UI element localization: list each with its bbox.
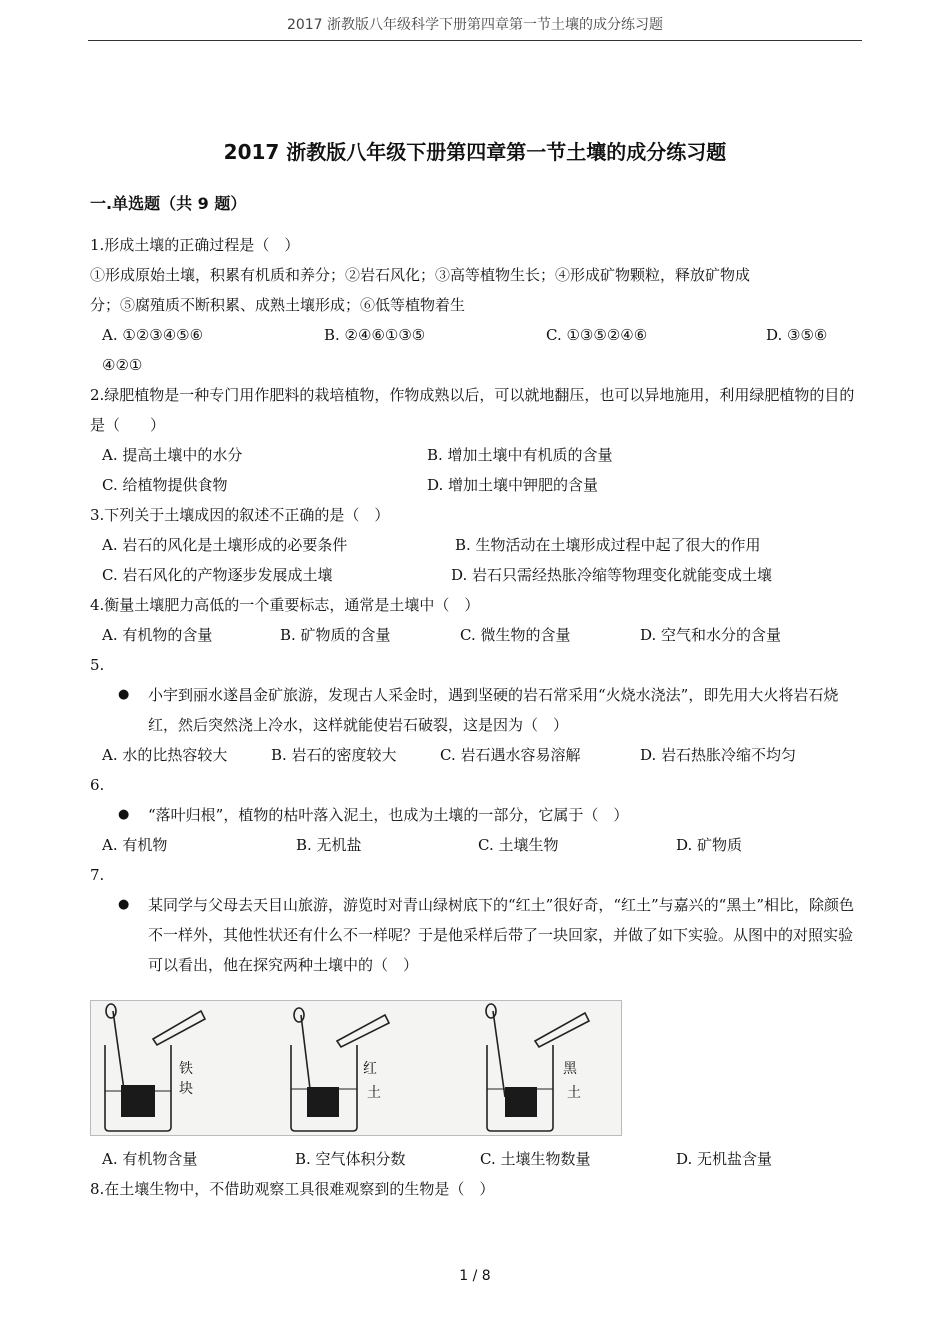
bullet-icon: ● [118,687,130,702]
question-5-option-a[interactable]: A. 水的比热容较大 [102,746,228,764]
bullet-icon: ● [118,897,130,912]
question-6-option-b[interactable]: B. 无机盐 [296,836,362,854]
question-3-options-row-1 [90,530,862,560]
question-list [90,230,862,1204]
question-7-options [90,1144,862,1174]
question-1-option-c[interactable]: C. ①③⑤②④⑥ [546,326,648,344]
question-3-stem: 3.下列关于土壤成因的叙述不正确的是（ ） [90,506,390,524]
question-7-option-d[interactable]: D. 无机盐含量 [676,1150,773,1168]
stirring-spoon-3 [493,1011,505,1097]
figure-label-iron-block-2: 块 [179,1081,193,1097]
question-2-options-row-2 [90,470,862,500]
figure-label-red-soil-2: 土 [367,1085,381,1101]
question-5-option-b[interactable]: B. 岩石的密度较大 [271,746,397,764]
document-title: 2017 浙教版八年级下册第四章第一节土壤的成分练习题 [223,140,727,164]
question-1-option-d[interactable]: D. ③⑤⑥ [766,326,828,344]
question-3-option-d[interactable]: D. 岩石只需经热胀冷缩等物理变化就能变成土壤 [451,566,773,584]
question-5-stem: 小宇到丽水遂昌金矿旅游，发现古人采金时，遇到坚硬的岩石常采用“火烧水浇法”，即先用大火将岩石烧红，然后突然浇上冷水，这样就能使岩石破裂，这是因为（ ） [148,686,839,734]
question-1-stem-line-2: ①形成原始土壤，积累有机质和养分；②岩石风化；③高等植物生长；④形成矿物颗粒，释放矿物成 [90,266,751,284]
figure-label-iron-block-1: 铁 [179,1061,193,1077]
question-1-option-d-continued: ④②① [102,356,143,374]
question-5-option-d[interactable]: D. 岩石热胀冷缩不均匀 [640,746,797,764]
stirring-spoon-1 [113,1011,125,1097]
section-heading: 一.单选题（共 9 题） [90,194,247,213]
running-header: 2017 浙教版八年级科学下册第四章第一节土壤的成分练习题 [286,17,664,33]
question-3-options-row-2 [90,560,862,590]
question-5-number: 5. [90,656,105,674]
test-tube-1 [153,1011,205,1045]
question-4-option-a[interactable]: A. 有机物的含量 [102,626,213,644]
question-8-stem: 8.在土壤生物中，不借助观察工具很难观察到的生物是（ ） [90,1180,495,1198]
bullet-icon: ● [118,807,130,822]
question-3-option-a[interactable]: A. 岩石的风化是土壤形成的必要条件 [102,536,348,554]
question-6-option-a[interactable]: A. 有机物 [102,836,168,854]
question-6-item [90,800,862,830]
question-6-option-c[interactable]: C. 土壤生物 [478,836,559,854]
header-rule [88,40,862,41]
question-7-option-b[interactable]: B. 空气体积分数 [295,1150,406,1168]
experiment-figure [90,1000,622,1136]
question-4-options [90,620,862,650]
question-6-number: 6. [90,776,105,794]
question-2-option-c[interactable]: C. 给植物提供食物 [102,476,228,494]
figure-label-red-soil-1: 红 [363,1061,377,1077]
question-7-option-a[interactable]: A. 有机物含量 [102,1150,198,1168]
question-1-option-a[interactable]: A. ①②③④⑤⑥ [102,326,204,344]
question-4-stem: 4.衡量土壤肥力高低的一个重要标志，通常是土壤中（ ） [90,596,480,614]
iron-block [121,1085,155,1117]
question-2-options-row-1 [90,440,862,470]
question-5-item [90,680,862,740]
question-6-options [90,830,862,860]
test-tube-2 [337,1015,389,1047]
question-1-stem: 1.形成土壤的正确过程是（ ） [90,236,300,254]
question-2-option-a[interactable]: A. 提高土壤中的水分 [102,446,243,464]
test-tube-3 [535,1013,589,1047]
figure-label-black-soil-2: 土 [567,1085,581,1101]
question-5-options [90,740,862,770]
question-7-item [90,890,862,980]
question-1-options [90,320,862,350]
question-6-option-d[interactable]: D. 矿物质 [676,836,743,854]
question-4-option-b[interactable]: B. 矿物质的含量 [280,626,391,644]
question-4-option-c[interactable]: C. 微生物的含量 [460,626,571,644]
question-6-stem: “落叶归根”，植物的枯叶落入泥土，也成为土壤的一部分，它属于（ ） [148,806,629,824]
question-2-stem: 2.绿肥植物是一种专门用作肥料的栽培植物，作物成熟以后，可以就地翻压，也可以异地施用，利用绿肥植物的目的是（ ） [90,386,855,434]
question-7-option-c[interactable]: C. 土壤生物数量 [480,1150,591,1168]
question-2-option-b[interactable]: B. 增加土壤中有机质的含量 [427,446,613,464]
question-4-option-d[interactable]: D. 空气和水分的含量 [640,626,782,644]
question-3-option-b[interactable]: B. 生物活动在土壤形成过程中起了很大的作用 [455,536,761,554]
page-number: 1 / 8 [459,1268,491,1284]
question-3-option-c[interactable]: C. 岩石风化的产物逐步发展成土壤 [102,566,333,584]
figure-label-black-soil-1: 黑 [563,1061,577,1077]
red-soil-sample [307,1087,339,1117]
stirring-spoon-2 [301,1015,311,1097]
question-2-option-d[interactable]: D. 增加土壤中钾肥的含量 [427,476,599,494]
question-7-stem: 某同学与父母去天目山旅游，游览时对青山绿树底下的“红土”很好奇，“红土”与嘉兴的“黑土”相比，除颜色不一样外，其他性状还有什么不一样呢？于是他采样后带了一块回家，并做了如下实验。从图中的对照实验可以看出，他在探究两种土壤中的（ ） [148,896,855,974]
beaker-experiment-illustration [91,1001,621,1135]
question-7-number: 7. [90,866,105,884]
question-5-option-c[interactable]: C. 岩石遇水容易溶解 [440,746,581,764]
black-soil-sample [505,1087,537,1117]
question-1-stem-line-3: 分；⑤腐殖质不断积累、成熟土壤形成；⑥低等植物着生 [90,296,466,314]
question-1-option-b[interactable]: B. ②④⑥①③⑤ [324,326,426,344]
